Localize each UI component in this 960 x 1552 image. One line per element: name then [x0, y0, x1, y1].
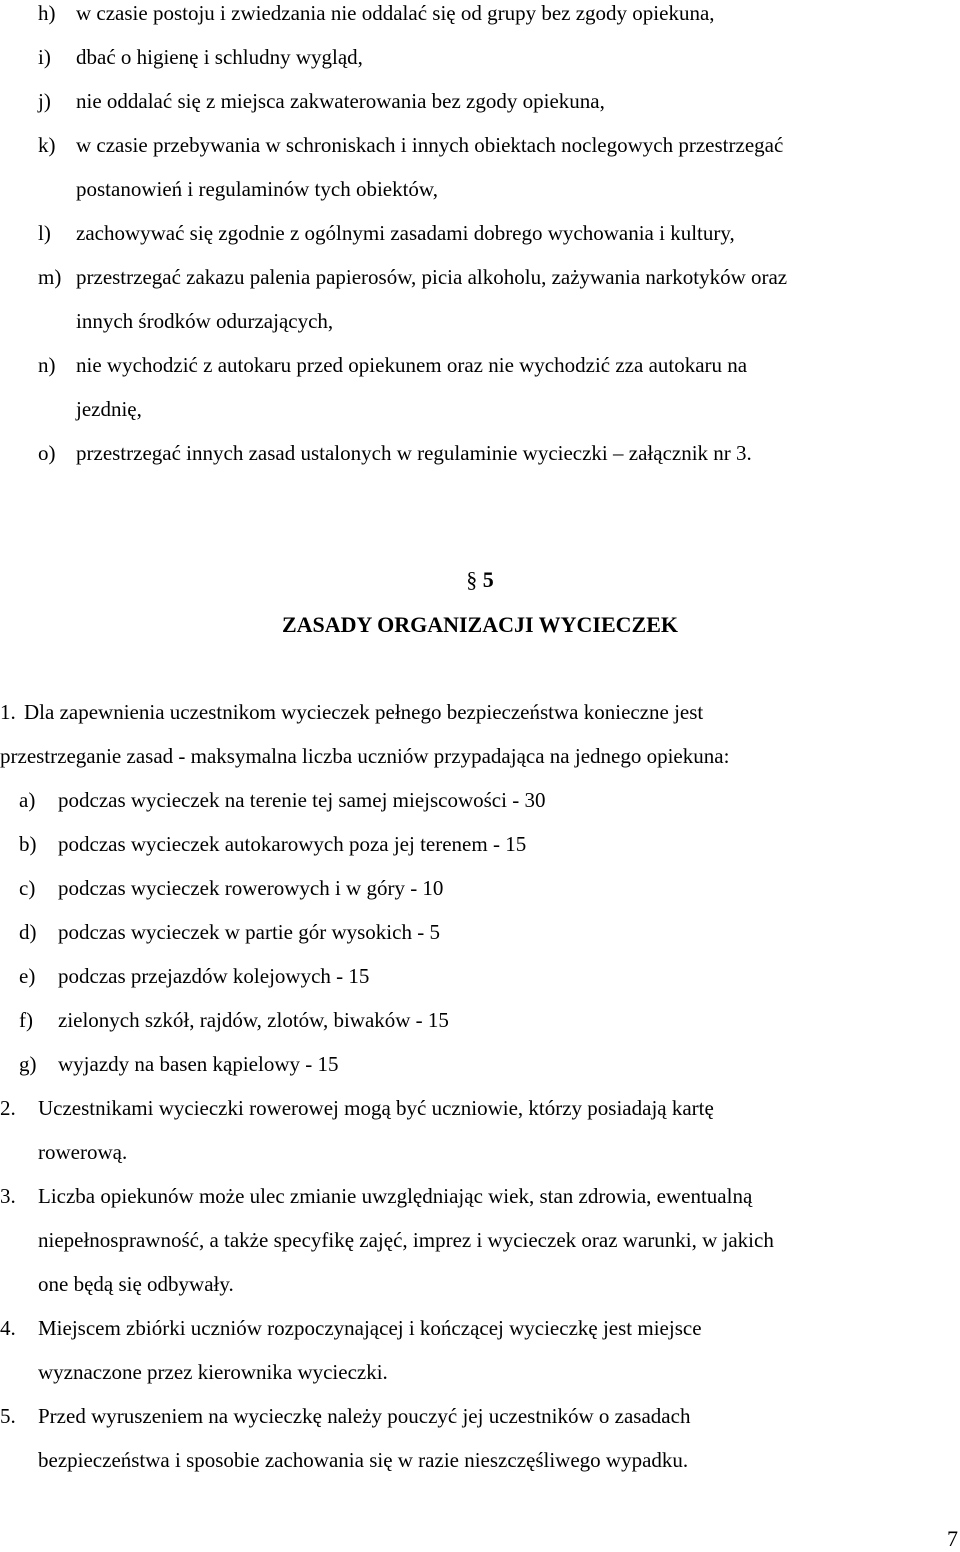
point-text: niepełnosprawność, a także specyfikę zajęć, imprez i wycieczek oraz warunki, w jakich [38, 1228, 774, 1252]
list-item-text: zachowywać się zgodnie z ogólnymi zasadami dobrego wychowania i kultury, [76, 221, 735, 245]
point-number: 3. [0, 1184, 16, 1208]
limit-text: podczas wycieczek rowerowych i w góry - 10 [58, 876, 444, 900]
section-number: 5 [482, 567, 494, 592]
list-item-text: dbać o higienę i schludny wygląd, [76, 45, 363, 69]
point-number: 5. [0, 1404, 16, 1428]
limit-text: podczas wycieczek na terenie tej samej miejscowości - 30 [58, 788, 546, 812]
list-item-marker: n) [38, 353, 56, 377]
limit-marker: a) [19, 788, 36, 812]
limit-text: podczas przejazdów kolejowych - 15 [58, 964, 370, 988]
intro-text: przestrzeganie zasad - maksymalna liczba uczniów przypadająca na jednego opiekuna: [0, 744, 730, 768]
list-item-text: przestrzegać innych zasad ustalonych w regulaminie wycieczki – załącznik nr 3. [76, 441, 752, 465]
limit-text: podczas wycieczek autokarowych poza jej terenem - 15 [58, 832, 527, 856]
limit-text: podczas wycieczek w partie gór wysokich - 5 [58, 920, 440, 944]
point-text: rowerową. [38, 1140, 128, 1164]
limit-marker: b) [19, 832, 37, 856]
point-text: Przed wyruszeniem na wycieczkę należy pouczyć jej uczestników o zasadach [38, 1404, 691, 1428]
point-number: 4. [0, 1316, 16, 1340]
limit-marker: g) [19, 1052, 37, 1076]
limit-marker: d) [19, 920, 37, 944]
intro-text: Dla zapewnienia uczestnikom wycieczek pełnego bezpieczeństwa konieczne jest [24, 700, 704, 724]
list-item-marker: i) [38, 45, 51, 69]
point-text: Uczestnikami wycieczki rowerowej mogą być uczniowie, którzy posiadają kartę [38, 1096, 714, 1120]
list-item-text: postanowień i regulaminów tych obiektów, [76, 177, 438, 201]
point-text: bezpieczeństwa i sposobie zachowania się w razie nieszczęśliwego wypadku. [38, 1448, 689, 1472]
list-item-text: innych środków odurzających, [76, 309, 334, 333]
section-title: ZASADY ORGANIZACJI WYCIECZEK [281, 612, 679, 637]
point-number: 2. [0, 1096, 16, 1120]
list-item-marker: o) [38, 441, 56, 465]
list-item-marker: h) [38, 1, 56, 25]
limit-marker: f) [19, 1008, 33, 1032]
section-symbol-number [0, 566, 960, 594]
limit-text: zielonych szkół, rajdów, zlotów, biwaków - 15 [58, 1008, 449, 1032]
point-number: 1. [0, 700, 16, 724]
list-item-marker: m) [38, 265, 62, 289]
limit-marker: e) [19, 964, 36, 988]
list-item-marker: l) [38, 221, 51, 245]
limit-text: wyjazdy na basen kąpielowy - 15 [58, 1052, 339, 1076]
list-item-text: w czasie postoju i zwiedzania nie oddalać się od grupy bez zgody opiekuna, [76, 1, 715, 25]
point-text: one będą się odbywały. [38, 1272, 234, 1296]
point-text: Liczba opiekunów może ulec zmianie uwzględniając wiek, stan zdrowia, ewentualną [38, 1184, 753, 1208]
list-item-marker: k) [38, 133, 56, 157]
limit-marker: c) [19, 876, 36, 900]
page-number: 7 [947, 1526, 958, 1551]
section-symbol: § [466, 567, 478, 592]
list-item-text: jezdnię, [76, 397, 142, 421]
list-item-text: nie wychodzić z autokaru przed opiekunem oraz nie wychodzić zza autokaru na [76, 353, 748, 377]
point-text: Miejscem zbiórki uczniów rozpoczynającej i kończącej wycieczkę jest miejsce [38, 1316, 702, 1340]
point-text: wyznaczone przez kierownika wycieczki. [38, 1360, 388, 1384]
list-item-marker: j) [38, 89, 51, 113]
list-item-text: przestrzegać zakazu palenia papierosów, picia alkoholu, zażywania narkotyków oraz [76, 265, 788, 289]
list-item-text: nie oddalać się z miejsca zakwaterowania bez zgody opiekuna, [76, 89, 605, 113]
list-item-text: w czasie przebywania w schroniskach i innych obiektach noclegowych przestrzegać [76, 133, 784, 157]
